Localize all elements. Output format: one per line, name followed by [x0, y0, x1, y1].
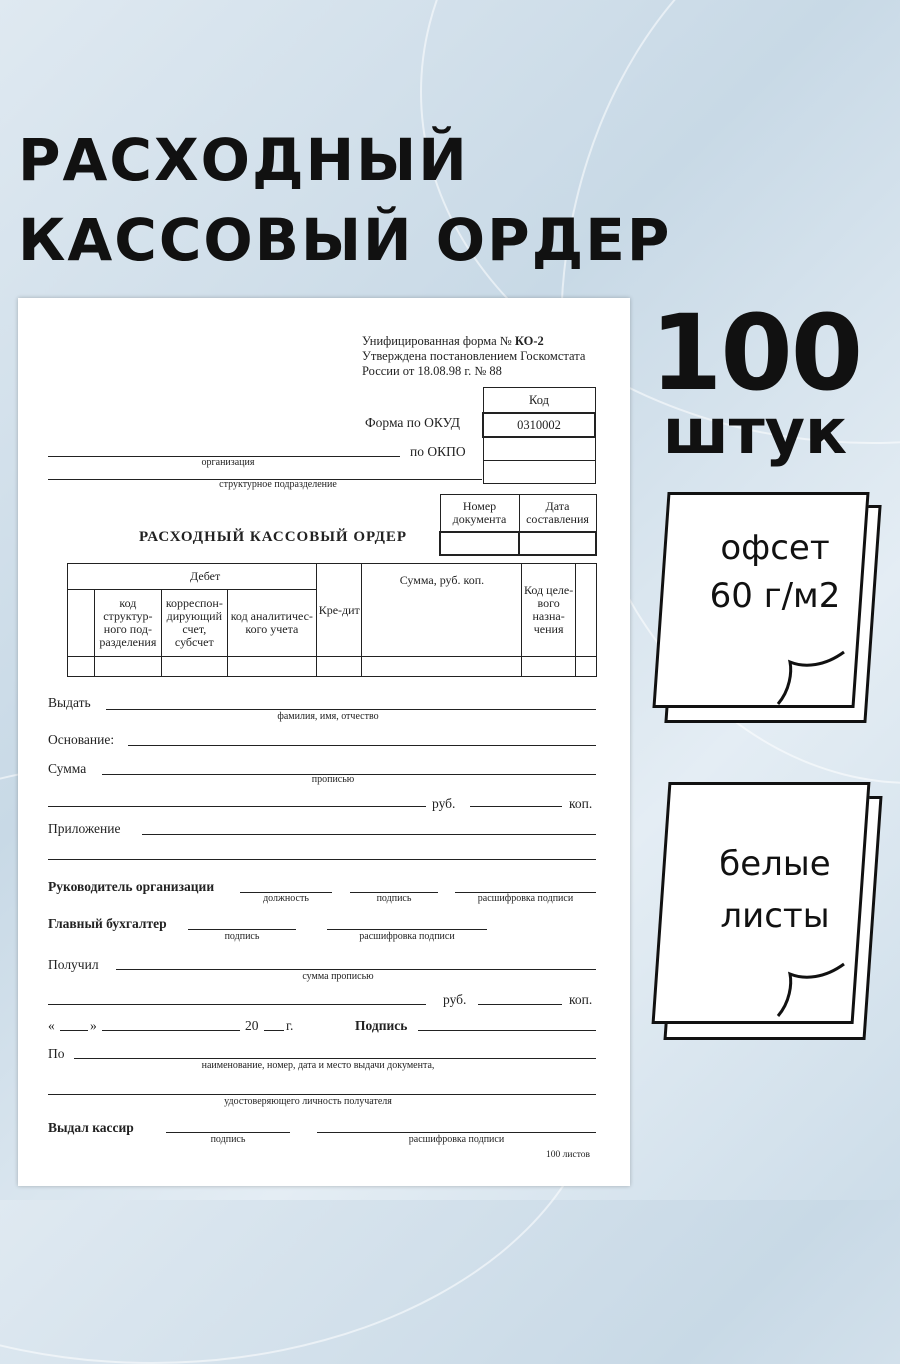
issue-label: Выдать — [48, 695, 91, 710]
document-table — [439, 494, 597, 556]
basis-label: Основание: — [48, 732, 115, 747]
form-header-line-1 — [362, 334, 585, 349]
chief-accountant-label: Главный бухгалтер — [48, 916, 167, 931]
receiver-signature-line[interactable] — [418, 1030, 596, 1031]
received-line-2[interactable] — [48, 1004, 426, 1005]
date-day-line[interactable] — [60, 1030, 88, 1031]
analytic-code-header: код аналитичес-кого учета — [227, 590, 317, 657]
receiver-signature-label: Подпись — [355, 1018, 408, 1033]
head-signature-caption: подпись — [376, 893, 412, 904]
chief-signature-line[interactable] — [188, 929, 296, 930]
by-label: По — [48, 1046, 65, 1061]
date-open-quote: « — [48, 1018, 55, 1033]
cash-order-form — [18, 298, 630, 1186]
debit-header: Дебет — [94, 564, 316, 590]
sum-label: Сумма — [48, 761, 87, 776]
date-close-quote: » — [90, 1018, 97, 1033]
form-name-label: Унифицированная форма № — [362, 334, 515, 348]
table-left-spacer — [68, 564, 95, 590]
credit-header: Кре-дит — [317, 564, 362, 657]
received-label: Получил — [48, 957, 99, 972]
codes-table — [482, 387, 596, 484]
chief-signature-caption: подпись — [224, 931, 260, 942]
table-cell[interactable] — [317, 657, 362, 677]
attachment-label: Приложение — [48, 821, 121, 836]
table-cell[interactable] — [362, 657, 522, 677]
document-date-value[interactable] — [519, 532, 596, 555]
table-cell[interactable] — [575, 657, 596, 677]
head-position-caption: должность — [263, 893, 309, 904]
amount-header: Сумма, руб. коп. — [362, 564, 522, 657]
chief-decode-line[interactable] — [327, 929, 487, 930]
received-kop-line[interactable] — [478, 1004, 562, 1005]
purpose-code-header: Код целе-вого назна-чения — [522, 564, 575, 657]
department-caption: структурное подразделение — [219, 479, 337, 490]
table-left-column — [68, 590, 95, 657]
attachment-line-2[interactable] — [48, 859, 596, 860]
quantity-badge — [650, 292, 862, 468]
received-rub-label: руб. — [443, 992, 467, 1007]
paper-type-line-2: 60 г/м2 — [709, 576, 841, 616]
page-curl-icon — [770, 650, 850, 706]
by-line[interactable] — [74, 1058, 596, 1059]
cashier-signature-caption: подпись — [210, 1134, 246, 1145]
by-line-2[interactable] — [48, 1094, 596, 1095]
document-number-value[interactable] — [440, 532, 519, 555]
cashier-label: Выдал кассир — [48, 1120, 134, 1135]
okud-label: Форма по ОКУД — [365, 415, 461, 430]
form-header-line-2: Утверждена постановлением Госкомстата — [362, 349, 586, 363]
document-date-header: Дата составления — [519, 495, 596, 533]
table-cell[interactable] — [68, 657, 95, 677]
received-kop-label: коп. — [569, 992, 593, 1007]
sum-caption: прописью — [311, 774, 355, 785]
table-right-spacer — [575, 564, 596, 657]
okud-value: 0310002 — [483, 413, 595, 437]
table-cell[interactable] — [227, 657, 317, 677]
head-label: Руководитель организации — [48, 879, 215, 894]
issue-caption: фамилия, имя, отчество — [277, 711, 379, 722]
corr-account-header: корреспон-дирующий счет, субсчет — [162, 590, 227, 657]
table-cell[interactable] — [94, 657, 161, 677]
table-cell[interactable] — [162, 657, 227, 677]
date-year-line[interactable] — [264, 1030, 284, 1031]
paper-type-line-1: офсет — [720, 528, 830, 568]
form-title: РАСХОДНЫЙ КАССОВЫЙ ОРДЕР — [139, 529, 408, 545]
headline-line-1: РАСХОДНЫЙ — [18, 126, 469, 194]
table-cell[interactable] — [522, 657, 575, 677]
okpo-value[interactable] — [483, 437, 595, 461]
attachment-line[interactable] — [142, 834, 596, 835]
sum-kop-label: коп. — [569, 796, 593, 811]
date-year-suffix: г. — [286, 1018, 294, 1033]
form-header — [362, 334, 585, 379]
cashier-decode-line[interactable] — [317, 1132, 596, 1133]
department-code-header: код структур-ного под-разделения — [94, 590, 161, 657]
code-empty-cell[interactable] — [483, 461, 595, 484]
page-curl-icon — [770, 962, 850, 1018]
sum-kop-line[interactable] — [470, 806, 562, 807]
head-decode-caption: расшифровка подписи — [477, 893, 574, 904]
paper-color-text — [690, 838, 860, 942]
headline-line-2: КАССОВЫЙ ОРДЕР — [18, 206, 672, 274]
cashier-signature-line[interactable] — [166, 1132, 290, 1133]
sum-line-2[interactable] — [48, 806, 426, 807]
sum-rub-label: руб. — [432, 796, 456, 811]
paper-color-line-1: белые — [719, 844, 831, 884]
okpo-label: по ОКПО — [410, 444, 466, 459]
received-line[interactable] — [116, 969, 596, 970]
by-caption-2: удостоверяющего личность получателя — [224, 1096, 392, 1107]
codes-title: Код — [483, 388, 595, 414]
accounting-table — [67, 563, 597, 677]
chief-decode-caption: расшифровка подписи — [359, 931, 455, 942]
basis-line[interactable] — [128, 745, 596, 746]
product-headline — [18, 120, 671, 280]
paper-type-text — [690, 524, 860, 620]
organization-caption: организация — [201, 457, 255, 468]
date-year-prefix: 20 — [245, 1018, 259, 1033]
sheet-count-footer: 100 листов — [546, 1150, 590, 1160]
form-header-line-3: России от 18.08.98 г. № 88 — [362, 364, 502, 378]
cashier-decode-caption: расшифровка подписи — [408, 1134, 505, 1145]
document-number-header: Номер документа — [440, 495, 519, 533]
issue-line[interactable] — [106, 709, 596, 710]
paper-color-line-2: листы — [720, 896, 830, 936]
by-caption-1: наименование, номер, дата и место выдачи документа, — [201, 1060, 435, 1071]
date-month-line[interactable] — [102, 1030, 240, 1031]
quantity-unit: штук — [662, 395, 848, 468]
form-code: КО-2 — [514, 334, 544, 348]
quantity-number: 100 — [650, 292, 862, 414]
received-caption: сумма прописью — [302, 971, 374, 982]
